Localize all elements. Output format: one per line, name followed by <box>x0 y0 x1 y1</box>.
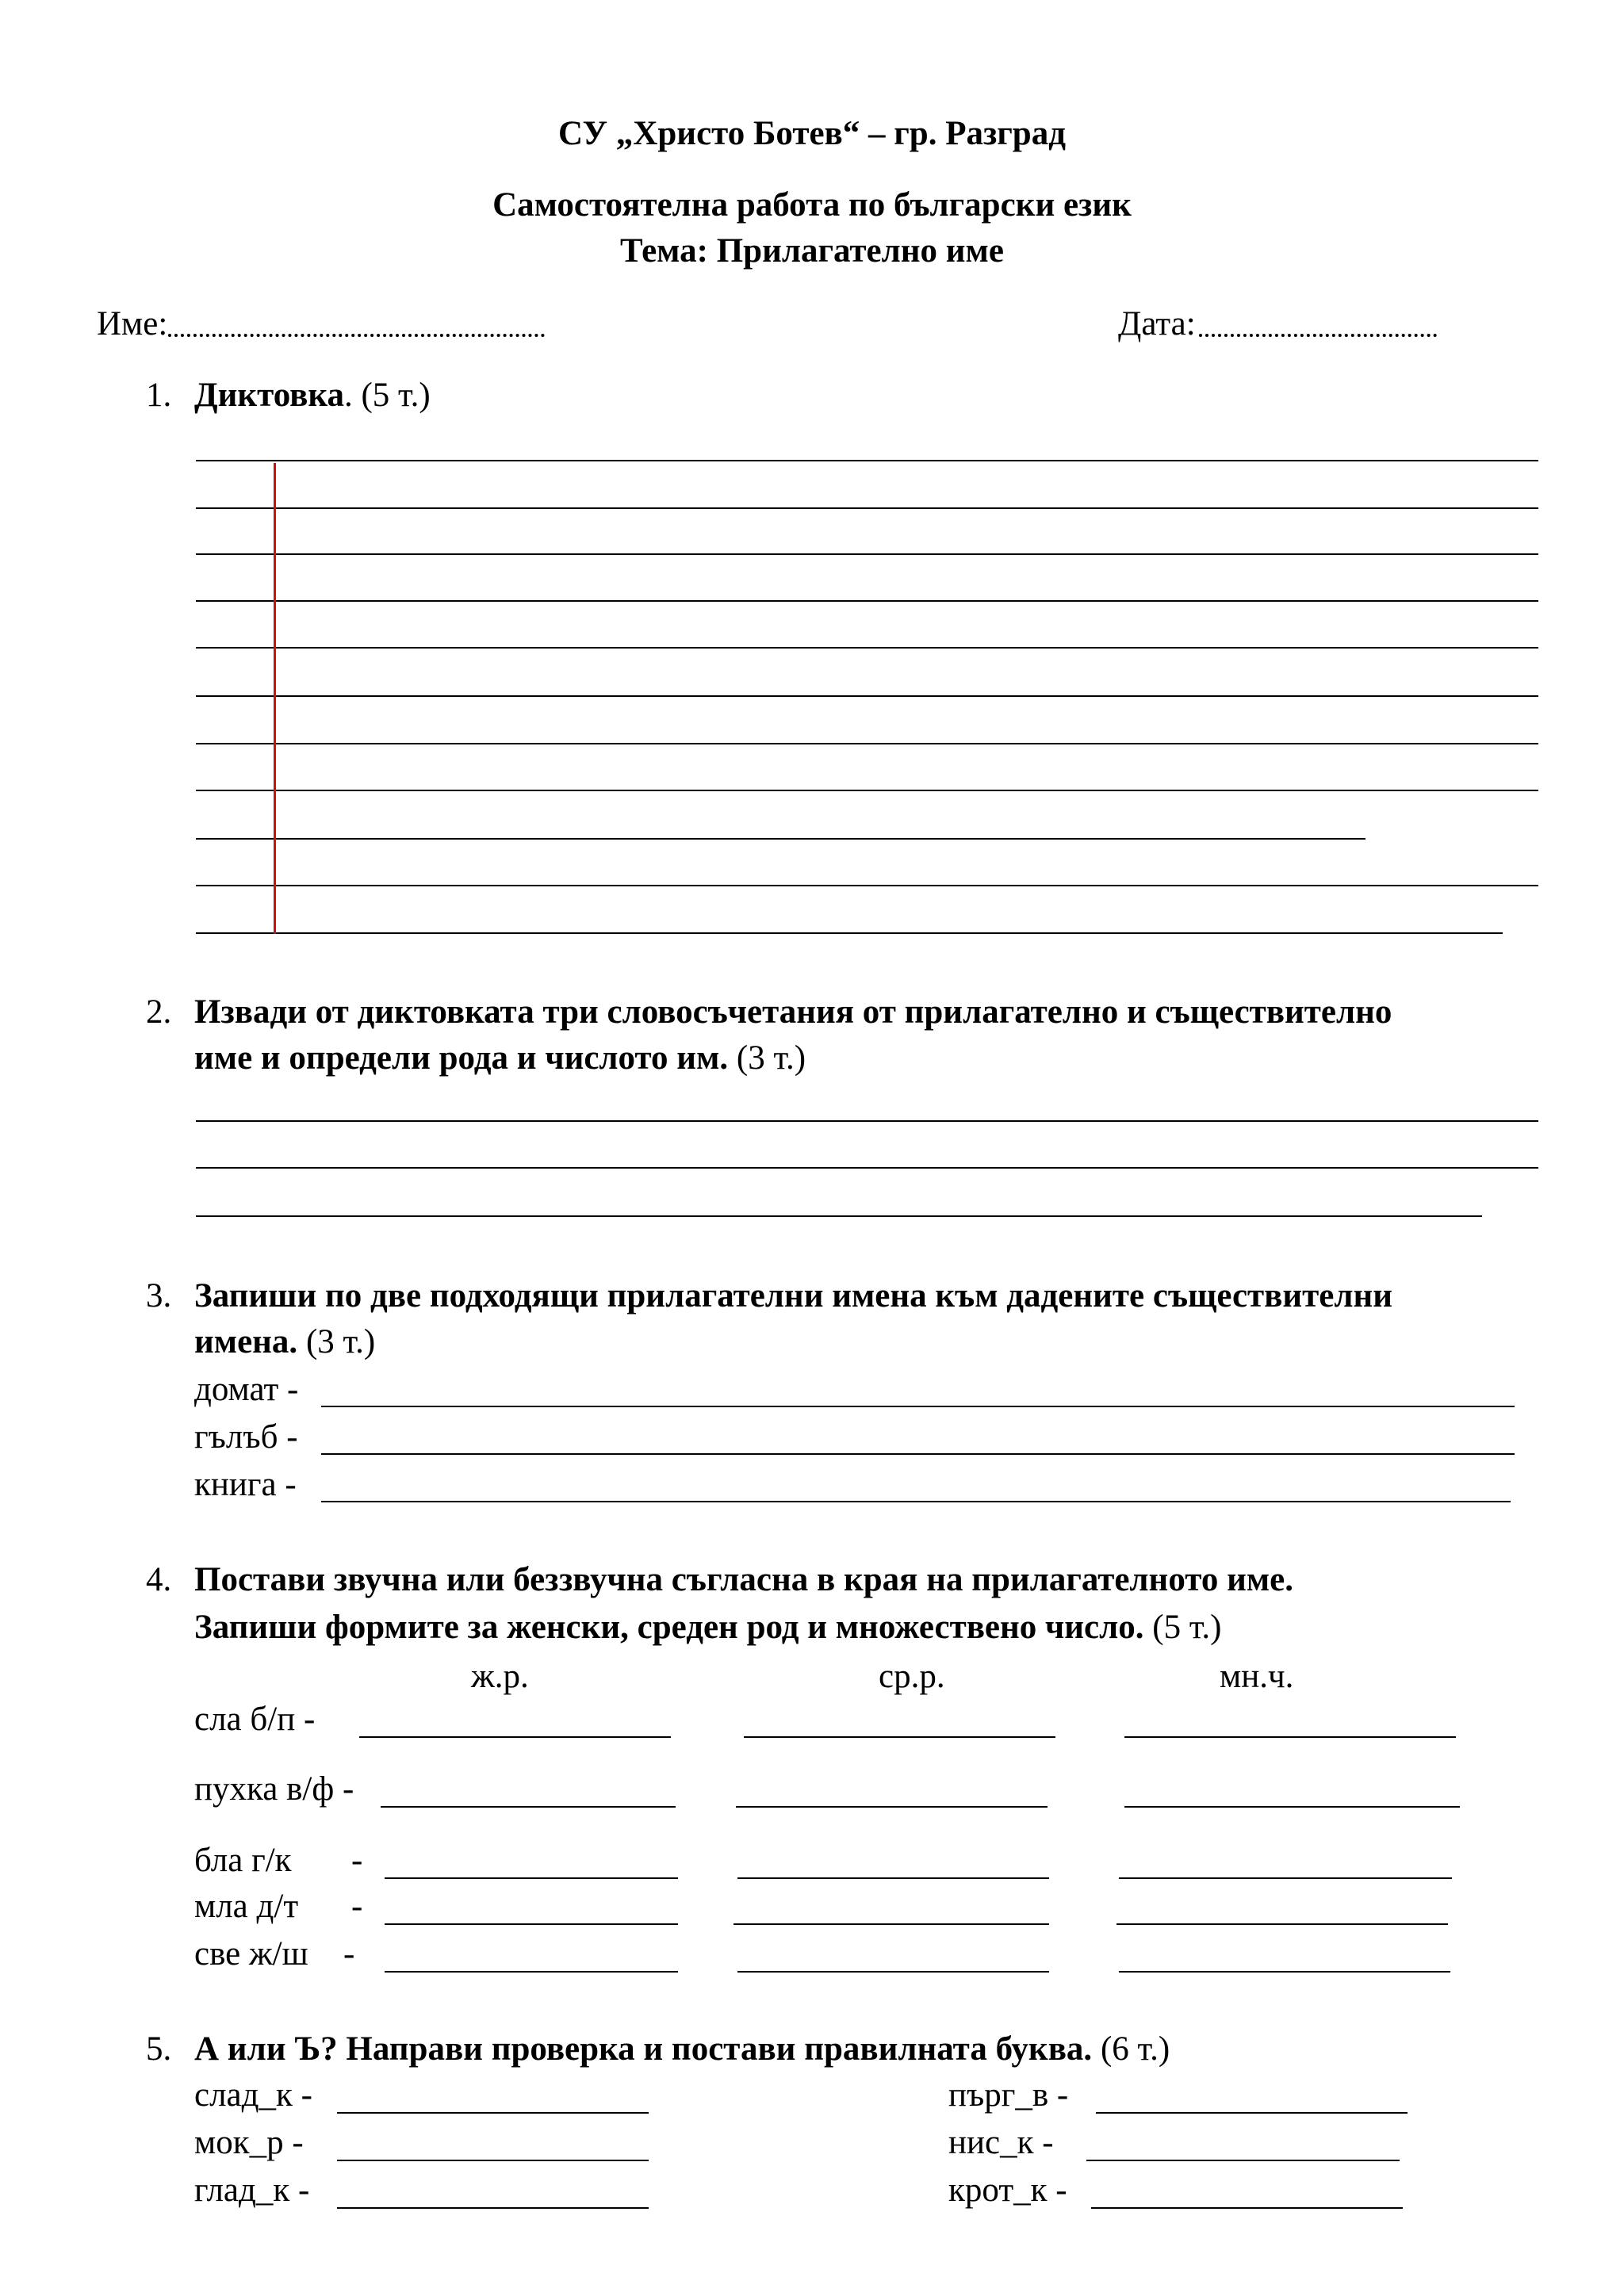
dash: - <box>351 1888 363 1925</box>
task3-heading-line2 <box>194 1322 375 1362</box>
answer-line[interactable] <box>196 1167 1538 1169</box>
answer-line[interactable] <box>744 1736 1055 1738</box>
answer-line[interactable] <box>337 2207 649 2209</box>
task2-points: (3 т.) <box>728 1039 806 1077</box>
red-margin-line <box>274 463 276 934</box>
task3-number: 3. <box>146 1277 172 1314</box>
task4-title-line1: Постави звучна или беззвучна съгласна в края на прилагателното име. <box>194 1561 1293 1598</box>
answer-line[interactable] <box>737 1971 1049 1973</box>
answer-line[interactable] <box>337 2112 649 2114</box>
word-gladk: глад_к - <box>194 2172 310 2209</box>
answer-line[interactable] <box>196 1120 1538 1122</box>
adjective-puhka: пухка в/ф - <box>194 1770 354 1808</box>
noun-kniga: книга - <box>194 1466 297 1503</box>
answer-line[interactable] <box>321 1453 1515 1455</box>
dash: - <box>343 1935 355 1973</box>
task3-title-line2: имена. <box>194 1323 298 1360</box>
word-pargv: пърг_в - <box>948 2076 1069 2114</box>
answer-line[interactable] <box>1116 1923 1448 1925</box>
answer-line[interactable] <box>385 1923 678 1925</box>
answer-line[interactable] <box>321 1406 1515 1407</box>
dictation-line[interactable] <box>196 647 1538 649</box>
answer-line[interactable] <box>381 1806 676 1808</box>
answer-line[interactable] <box>359 1736 671 1738</box>
word-nisk: нис_к - <box>948 2124 1054 2161</box>
task2-heading-line2 <box>194 1039 806 1078</box>
noun-domat: домат - <box>194 1371 299 1408</box>
answer-line[interactable] <box>337 2160 649 2161</box>
dictation-line[interactable] <box>196 885 1538 886</box>
dictation-line[interactable] <box>196 838 1365 840</box>
column-feminine: ж.р. <box>471 1658 529 1695</box>
word-krotk: крот_к - <box>948 2172 1067 2209</box>
answer-line[interactable] <box>196 1215 1482 1217</box>
task4-heading-line2 <box>194 1608 1221 1647</box>
dictation-line[interactable] <box>196 553 1538 555</box>
task3-points: (3 т.) <box>297 1323 376 1360</box>
task4-title-line2: Запиши формите за женски, среден род и множествено число. <box>194 1609 1144 1646</box>
answer-line[interactable] <box>1119 1877 1452 1879</box>
answer-line[interactable] <box>1124 1736 1456 1738</box>
date-field[interactable] <box>1199 334 1437 337</box>
answer-line[interactable] <box>1096 2112 1408 2114</box>
answer-line[interactable] <box>737 1877 1049 1879</box>
adjective-mla: мла д/т <box>194 1888 299 1925</box>
task5-title: А или Ъ? Направи проверка и постави правилната буква. <box>194 2030 1093 2068</box>
answer-line[interactable] <box>733 1923 1049 1925</box>
dictation-line[interactable] <box>196 507 1538 509</box>
word-mokr: мок_р - <box>194 2124 304 2161</box>
dictation-line[interactable] <box>196 460 1538 461</box>
task3-title-line1: Запиши по две подходящи прилагателни имена към дадените съществителни <box>194 1277 1393 1314</box>
name-label: Име: <box>97 305 168 342</box>
task5-number: 5. <box>146 2030 172 2068</box>
task2-title-line2: име и определи рода и числото им. <box>194 1039 729 1077</box>
answer-line[interactable] <box>385 1971 678 1973</box>
noun-galab: гълъб - <box>194 1418 298 1456</box>
dictation-line[interactable] <box>196 600 1538 602</box>
answer-line[interactable] <box>385 1877 678 1879</box>
date-label: Дата: <box>1118 305 1196 342</box>
adjective-sve: све ж/ш <box>194 1935 308 1973</box>
task2-title-line1: Извади от диктовката три словосъчетания от прилагателно и съществително <box>194 993 1392 1031</box>
task2-number: 2. <box>146 993 172 1031</box>
name-field[interactable] <box>168 334 545 337</box>
answer-line[interactable] <box>1124 1806 1460 1808</box>
task1-number: 1. <box>146 377 172 414</box>
school-title: СУ „Христо Ботев“ – гр. Разград <box>558 115 1066 152</box>
task4-number: 4. <box>146 1561 172 1598</box>
answer-line[interactable] <box>1086 2160 1400 2161</box>
answer-line[interactable] <box>1091 2207 1403 2209</box>
adjective-sla: сла б/п - <box>194 1701 316 1738</box>
word-sladk: слад_к - <box>194 2076 312 2114</box>
task1-title: Диктовка <box>194 377 344 414</box>
dictation-line[interactable] <box>196 695 1538 697</box>
topic-title: Тема: Прилагателно име <box>620 232 1004 270</box>
task5-points: (6 т.) <box>1092 2030 1170 2068</box>
dash: - <box>351 1842 363 1879</box>
task1-heading <box>194 376 431 415</box>
adjective-bla: бла г/к <box>194 1842 292 1879</box>
dictation-line[interactable] <box>196 743 1538 744</box>
task1-points: . (5 т.) <box>343 377 431 414</box>
column-neuter: ср.р. <box>879 1658 945 1695</box>
dictation-line[interactable] <box>196 932 1503 934</box>
work-title: Самостоятелна работа по български език <box>492 186 1132 224</box>
dictation-line[interactable] <box>196 790 1538 791</box>
answer-line[interactable] <box>1119 1971 1450 1973</box>
answer-line[interactable] <box>736 1806 1048 1808</box>
task4-points: (5 т.) <box>1143 1609 1222 1646</box>
answer-line[interactable] <box>321 1501 1511 1502</box>
task5-heading <box>194 2030 1170 2069</box>
column-plural: мн.ч. <box>1220 1658 1294 1695</box>
